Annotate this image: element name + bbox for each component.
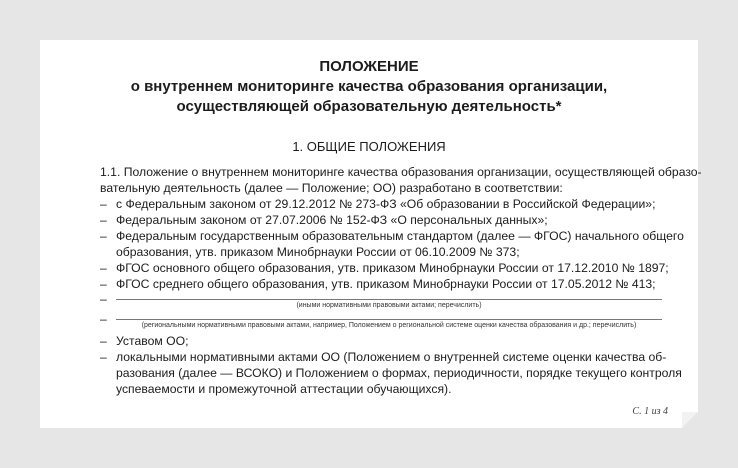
- list-item: с Федеральным законом от 29.12.2012 № 273-ФЗ «Об образовании в Российской Федерации»;: [116, 197, 656, 211]
- list-dash: –: [100, 334, 107, 348]
- list-dash: –: [100, 277, 107, 291]
- list-dash: –: [100, 261, 107, 275]
- paragraph-line: вательную деятельность (далее — Положение; ОО) разработано в соответствии:: [100, 181, 563, 195]
- list-item-continuation: успеваемости и промежуточной аттестации обучающихся).: [116, 382, 452, 396]
- list-item: ФГОС основного общего образования, утв. приказом Минобрнауки России от 17.12.2010 № 1897;: [116, 261, 669, 275]
- paragraph-line: 1.1. Положение о внутреннем мониторинге качества образования организации, осуществляющей образо-: [100, 165, 702, 179]
- section-heading: 1. ОБЩИЕ ПОЛОЖЕНИЯ: [292, 139, 446, 154]
- list-dash: –: [100, 350, 107, 364]
- fill-in-line: [116, 319, 662, 320]
- page-number: С. 1 из 4: [632, 406, 668, 417]
- list-dash: –: [100, 292, 107, 306]
- list-item: локальными нормативными актами ОО (Положением о внутренней системе оценки качества об-: [116, 350, 667, 364]
- list-item-continuation: образования, утв. приказом Минобрнауки России от 06.10.2009 № 373;: [116, 245, 520, 259]
- list-dash: –: [100, 197, 107, 211]
- list-dash: –: [100, 213, 107, 227]
- page-corner-fold: [682, 412, 698, 428]
- list-item: Федеральным законом от 27.07.2006 № 152-ФЗ «О персональных данных»;: [116, 213, 548, 227]
- fill-in-line: [116, 299, 662, 300]
- list-dash: –: [100, 229, 107, 243]
- list-item: Федеральным государственным образовательным стандартом (далее — ФГОС) начального общего: [116, 229, 684, 243]
- list-item: Уставом ОО;: [116, 334, 189, 348]
- fill-in-caption: (региональными нормативными правовыми актами, например, Положением о региональной системе оценки качества образования и др.; перечислить): [141, 322, 637, 329]
- list-item-continuation: разования (далее — ВСОКО) и Положением о формах, периодичности, порядке текущего контроля: [116, 366, 682, 380]
- fill-in-caption: (иными нормативными правовыми актами; перечислить): [296, 302, 482, 309]
- document-title: ПОЛОЖЕНИЕ: [319, 58, 419, 75]
- list-dash: –: [100, 312, 107, 326]
- document-page: [40, 40, 702, 428]
- document-subtitle-line1: о внутреннем мониторинге качества образования организации,: [130, 78, 608, 95]
- document-subtitle-line2: осуществляющей образовательную деятельность*: [176, 98, 562, 115]
- list-item: ФГОС среднего общего образования, утв. приказом Минобрнауки России от 17.05.2012 № 413;: [116, 277, 656, 291]
